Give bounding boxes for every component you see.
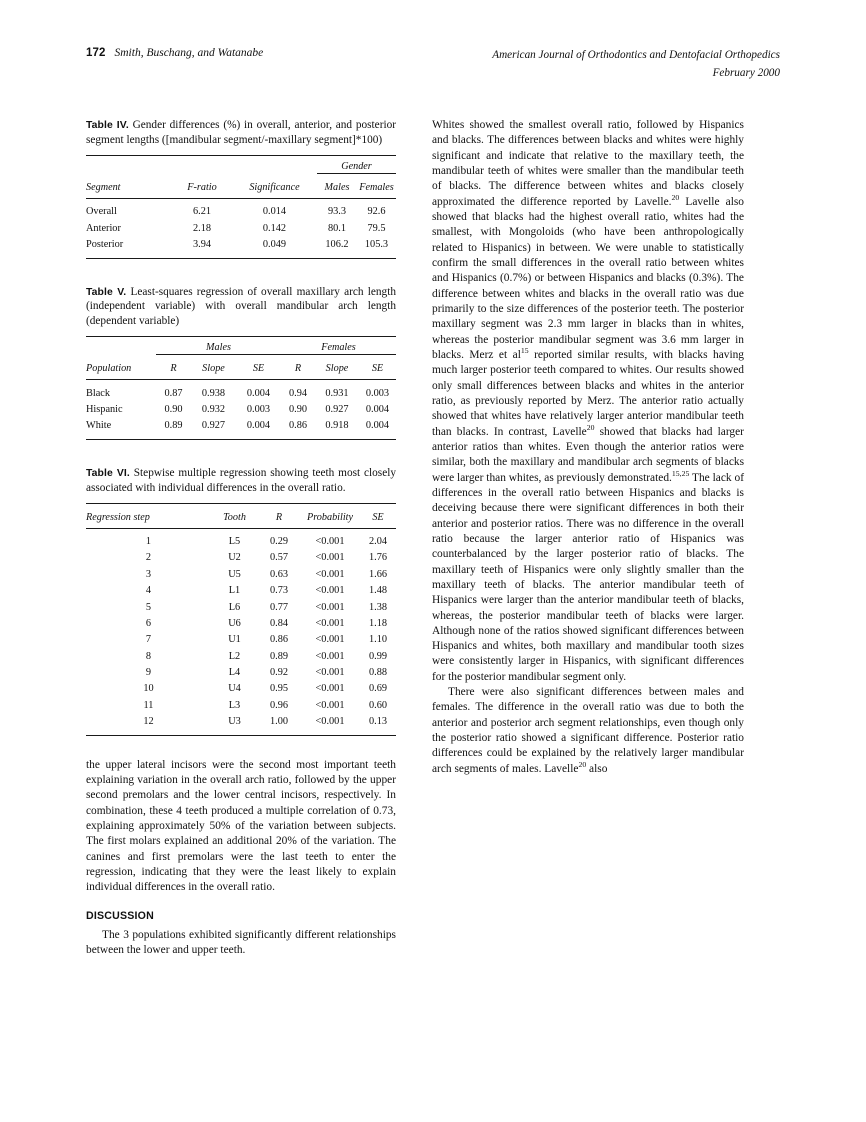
table-v-col-females-r: R [294,363,302,375]
table-v-r0-m-se: 0.004 [246,387,271,399]
table-vi-r9-step: 10 [143,683,154,695]
table-vi-r7-probability: <0.001 [315,650,345,662]
table-vi-r2-step: 3 [145,568,152,580]
discussion-heading: DISCUSSION [86,909,154,922]
table-vi-r0-r: 0.29 [269,536,289,548]
table-v-r1-f-slope: 0.927 [325,403,349,415]
table-v-r2-f-se: 0.004 [365,420,390,432]
table-vi-r5-se: 1.18 [368,617,388,629]
table-vi-r10-probability: <0.001 [315,699,345,711]
table-vi-r5-probability: <0.001 [315,617,345,629]
table-vi-r9-se: 0.69 [368,683,388,695]
table-v-caption-text: Least-squares regression of overall maxillary arch length (independent variable) with overall mandibular arch length (dependent variable) [86,285,396,328]
table-v-r0-m-r: 0.87 [164,387,183,399]
table-iv-r0-males: 93.3 [327,206,347,218]
table-v-r0-f-r: 0.94 [288,387,308,399]
table-v-r2-m-slope: 0.927 [201,420,226,432]
right-paragraph-1 [432,118,744,685]
table-vi-r6-r: 0.86 [269,634,289,646]
table-iv-span-gender: Gender [317,155,396,173]
table-vi-r1-probability: <0.001 [315,552,345,564]
table-vi-r9-probability: <0.001 [315,683,345,695]
table-vi-r2-probability: <0.001 [315,568,345,580]
table-v-r1-m-se: 0.003 [246,403,271,415]
table-v [86,336,396,440]
table-vi-r3-se: 1.48 [368,585,388,597]
table-vi-r11-step: 12 [143,716,154,728]
left-paragraph-2: The 3 populations exhibited significantly different relationships between the lower and upper teeth. [86,928,396,957]
table-v-block [86,285,396,440]
table-v-col-females-se: SE [371,363,384,375]
table-row [86,697,396,713]
table-row [86,550,396,566]
journal-title: American Journal of Orthodontics and Dentofacial Orthopedics [492,49,780,61]
table-vi-r3-r: 0.73 [269,585,289,597]
table-vi-r2-r: 0.63 [269,568,289,580]
table-vi-r0-tooth: L5 [228,536,241,548]
table-v-col-males-r: R [170,363,177,375]
table-vi-r7-tooth: L2 [228,650,241,662]
table-row [86,380,396,402]
table-row [86,713,396,735]
table-v-r2-population: White [86,420,112,432]
table-vi-r8-se: 0.88 [368,666,388,678]
table-vi-r4-se: 1.38 [368,601,388,613]
table-iv-r2-males: 106.2 [325,238,349,250]
table-vi-r6-tooth: U1 [228,634,241,646]
table-v-label: Table V. [86,286,127,298]
table-row [86,615,396,631]
table-vi-caption-text: Stepwise multiple regression showing teeth most closely associated with individual differences in the overall ratio. [86,466,397,494]
table-vi-r1-r: 0.57 [269,552,289,564]
table-iv-caption [86,118,396,148]
table-v-col-population: Population [86,363,132,375]
table-iv-r0-f-ratio: 6.21 [192,206,212,218]
running-head-right [492,46,780,82]
table-v-r1-f-se: 0.004 [365,403,390,415]
table-vi-r6-probability: <0.001 [315,634,345,646]
running-head-left [86,46,263,62]
table-iv-col-f-ratio: F-ratio [187,181,217,193]
table-vi [86,503,396,736]
table-iv-block [86,118,396,259]
reference-marker-20c: 20 [578,759,587,769]
table-vi-r0-probability: <0.001 [315,536,345,548]
page-number: 172 [86,47,106,59]
table-iv-r2-f-ratio: 3.94 [192,238,212,250]
table-vi-r10-r: 0.96 [269,699,289,711]
table-iv-r1-f-ratio: 2.18 [192,222,212,234]
table-vi-r10-step: 11 [143,699,154,711]
table-row [86,198,396,220]
running-head [86,46,780,82]
table-v-r1-m-slope: 0.932 [201,403,226,415]
table-vi-r10-se: 0.60 [368,699,388,711]
reference-marker-15-25: 15,25 [671,468,690,478]
left-paragraph-1: the upper lateral incisors were the second most important teeth explaining variation in the overall arch ratio, followed by the upper second premolars and the lower central incisors, respectively. In combination, these 4 teeth produced a multiple correlation of 0.73, explaining approximately 50% of the variation between subjects. The first molars explained an additional 20% of the variation. The canines and first premolars were the last teeth to enter the regression, indicating that they were the least likely to explain individual differences in the overall ratio. [86,758,396,894]
table-row [86,599,396,615]
table-vi-col-step: Regression step [86,511,150,523]
table-v-r2-m-se: 0.004 [246,420,271,432]
table-row [86,681,396,697]
table-vi-r9-tooth: U4 [228,683,241,695]
table-vi-r6-se: 1.10 [368,634,388,646]
table-vi-r5-tooth: U6 [228,617,241,629]
table-vi-r7-se: 0.99 [368,650,388,662]
table-vi-r8-step: 9 [145,666,152,678]
table-v-r1-population: Hispanic [86,403,123,415]
table-row [86,220,396,236]
table-iv [86,155,396,259]
table-vi-r2-tooth: U5 [228,568,241,580]
table-row [86,648,396,664]
table-vi-r4-r: 0.77 [269,601,289,613]
right-column [432,118,744,777]
table-vi-header-row [86,503,396,528]
table-v-r1-f-r: 0.90 [288,403,308,415]
table-vi-r11-probability: <0.001 [315,716,345,728]
table-v-r0-m-slope: 0.938 [201,387,226,399]
right-p1-part5: The lack of differences in the overall ratio between Hispanics and blacks is deceiving because there were significant differences in both their anterior and posterior ratios. There was no difference in the overall ratio because the larger anterior ratio of Hispanics was counterbalanced by the larger posterior ratio of blacks. The maxillary teeth of Hispanics were only slightly smaller than the maxillary teeth of blacks. The anterior mandibular teeth of Hispanics were larger than the anterior mandibular teeth of blacks, whereas, the posterior mandibular teeth of blacks were larger. Although none of the ratios showed significant differences between Hispanics and whites, both maxillary and mandibular tooth sizes were consistently larger in Hispanics, with significant differences for the posterior mandibular segment only. [432,471,744,683]
table-row [86,566,396,582]
table-iv-span-row [86,155,396,173]
table-iv-r1-segment: Anterior [86,222,121,234]
table-iv-caption-text: Gender differences (%) in overall, anterior, and posterior segment lengths ([mandibular segment/-maxillary segment]*100) [86,119,397,146]
right-p1-part1: Whites showed the smallest overall ratio, followed by Hispanics and blacks. The differences between blacks and whites were highly significant and indicate that relative to the maxillary teeth, the mandibular teeth of whites were smaller than the mandibular teeth of blacks. The difference between whites and blacks closely approximated the difference reported by Lavelle. [432,119,744,208]
table-iv-r1-significance: 0.142 [262,222,287,234]
table-vi-r5-r: 0.84 [269,617,289,629]
table-vi-r4-probability: <0.001 [315,601,345,613]
right-p1-part2: Lavelle also showed that blacks had the highest overall ratio, whites had the smallest, with Mongoloids (who have been anthropologically related to Hispanics) in between. We were unable to statistically confirm the small differences in the overall ratio between whites and Hispanics (0.7%) or between Hispanics and blacks (0.3%). The difference between whites and blacks in the overall ratio was due primarily to the size differences of the posterior teeth. The posterior maxillary segment was 2.3 mm larger in blacks than in whites, whereas the posterior mandibular segment was 3.6 mm larger in blacks. Merz et al [432,195,744,361]
table-vi-r1-step: 2 [145,552,152,564]
table-iv-r0-significance: 0.014 [262,206,287,218]
table-v-span-males: Males [156,336,281,354]
right-p2-part1: There were also significant differences between males and females. The difference in the overall ratio was due to both the anterior and posterior arch segment relationships, even though only the posterior ratio showed a significant difference. Posterior ratio differences could be explained by the relatively larger mandibular arch segments of males. Lavelle [432,686,744,775]
table-vi-r4-tooth: L6 [228,601,241,613]
table-v-col-males-slope: Slope [202,363,225,375]
table-iv-r1-females: 79.5 [367,222,386,234]
table-vi-caption [86,466,396,496]
table-vi-r3-tooth: L1 [228,585,241,597]
table-row [86,236,396,258]
table-vi-r1-tooth: U2 [228,552,241,564]
table-vi-r8-r: 0.92 [269,666,289,678]
table-v-r0-f-slope: 0.931 [325,387,349,399]
table-v-r2-f-r: 0.86 [288,420,308,432]
right-paragraph-2 [432,685,744,777]
table-row [86,632,396,648]
table-vi-col-se: SE [372,511,384,523]
table-v-r0-population: Black [86,387,111,399]
reference-marker-15: 15 [520,346,529,356]
table-row [86,401,396,417]
table-iv-col-males: Males [324,181,350,193]
reference-marker-20b: 20 [586,422,595,432]
table-vi-col-tooth: Tooth [223,511,246,523]
table-vi-block [86,466,396,736]
right-p1-part4: showed that blacks had larger anterior ratios than whites. Even though the anterior ratios were similar, both the maxillary and mandibular arch segments of blacks were larger than whites, as previously demonstrated. [432,425,744,484]
table-v-r0-f-se: 0.003 [365,387,390,399]
table-v-r2-f-slope: 0.918 [325,420,349,432]
table-iv-r0-females: 92.6 [367,206,386,218]
table-vi-r3-step: 4 [145,585,152,597]
table-row [86,583,396,599]
table-vi-r11-tooth: U3 [228,716,241,728]
table-iv-r1-males: 80.1 [327,222,347,234]
table-iv-col-females: Females [359,181,394,193]
table-vi-col-r: R [275,511,283,523]
table-iv-col-significance: Significance [249,181,300,193]
issue-date: February 2000 [712,67,780,80]
table-vi-r8-tooth: L4 [228,666,241,678]
table-vi-r7-r: 0.89 [269,650,289,662]
table-vi-r0-step: 1 [145,536,152,548]
table-v-r1-m-r: 0.90 [164,403,183,415]
table-vi-r9-r: 0.95 [269,683,289,695]
table-vi-r8-probability: <0.001 [315,666,345,678]
table-iv-r0-segment: Overall [86,206,117,218]
table-v-col-females-slope: Slope [325,363,349,375]
table-iv-header-row [86,173,396,198]
table-vi-r1-se: 1.76 [368,552,388,564]
left-column [86,118,396,959]
table-vi-r11-r: 1.00 [269,716,289,728]
table-v-header-row [86,355,396,380]
table-v-caption [86,285,396,329]
table-vi-r6-step: 7 [145,634,152,646]
table-v-span-females: Females [281,336,396,354]
table-iv-col-segment: Segment [86,181,121,193]
table-v-r2-m-r: 0.89 [164,420,183,432]
table-vi-r10-tooth: L3 [228,699,241,711]
table-vi-r0-se: 2.04 [368,536,388,548]
table-v-span-row [86,336,396,354]
table-iv-r2-females: 105.3 [364,238,389,250]
table-vi-col-probability: Probability [306,511,354,523]
table-iv-r2-segment: Posterior [86,238,124,250]
table-vi-label: Table VI. [86,467,130,479]
table-vi-r5-step: 6 [145,617,152,629]
reference-marker-20a: 20 [671,192,680,202]
table-iv-r2-significance: 0.049 [262,238,287,250]
table-vi-r2-se: 1.66 [368,568,388,580]
right-p1-part3: reported similar results, with blacks having much larger posterior teeth compared to whites. Our results showed only small differences between blacks and whites in the anterior ratio, as previously reported by Merz. The anterior ratio actually showed that whites have relatively larger anterior mandibular teeth than blacks. In contrast, Lavelle [432,348,744,438]
table-iv-label: Table IV. [86,120,129,131]
table-vi-r11-se: 0.13 [368,716,388,728]
table-row [86,528,396,550]
table-row [86,418,396,440]
running-head-authors: Smith, Buschang, and Watanabe [114,47,264,59]
table-vi-r7-step: 8 [145,650,152,662]
right-p2-part2: also [586,762,608,775]
table-vi-r3-probability: <0.001 [315,585,345,597]
table-v-col-males-se: SE [252,363,265,375]
table-vi-r4-step: 5 [145,601,152,613]
table-row [86,664,396,680]
